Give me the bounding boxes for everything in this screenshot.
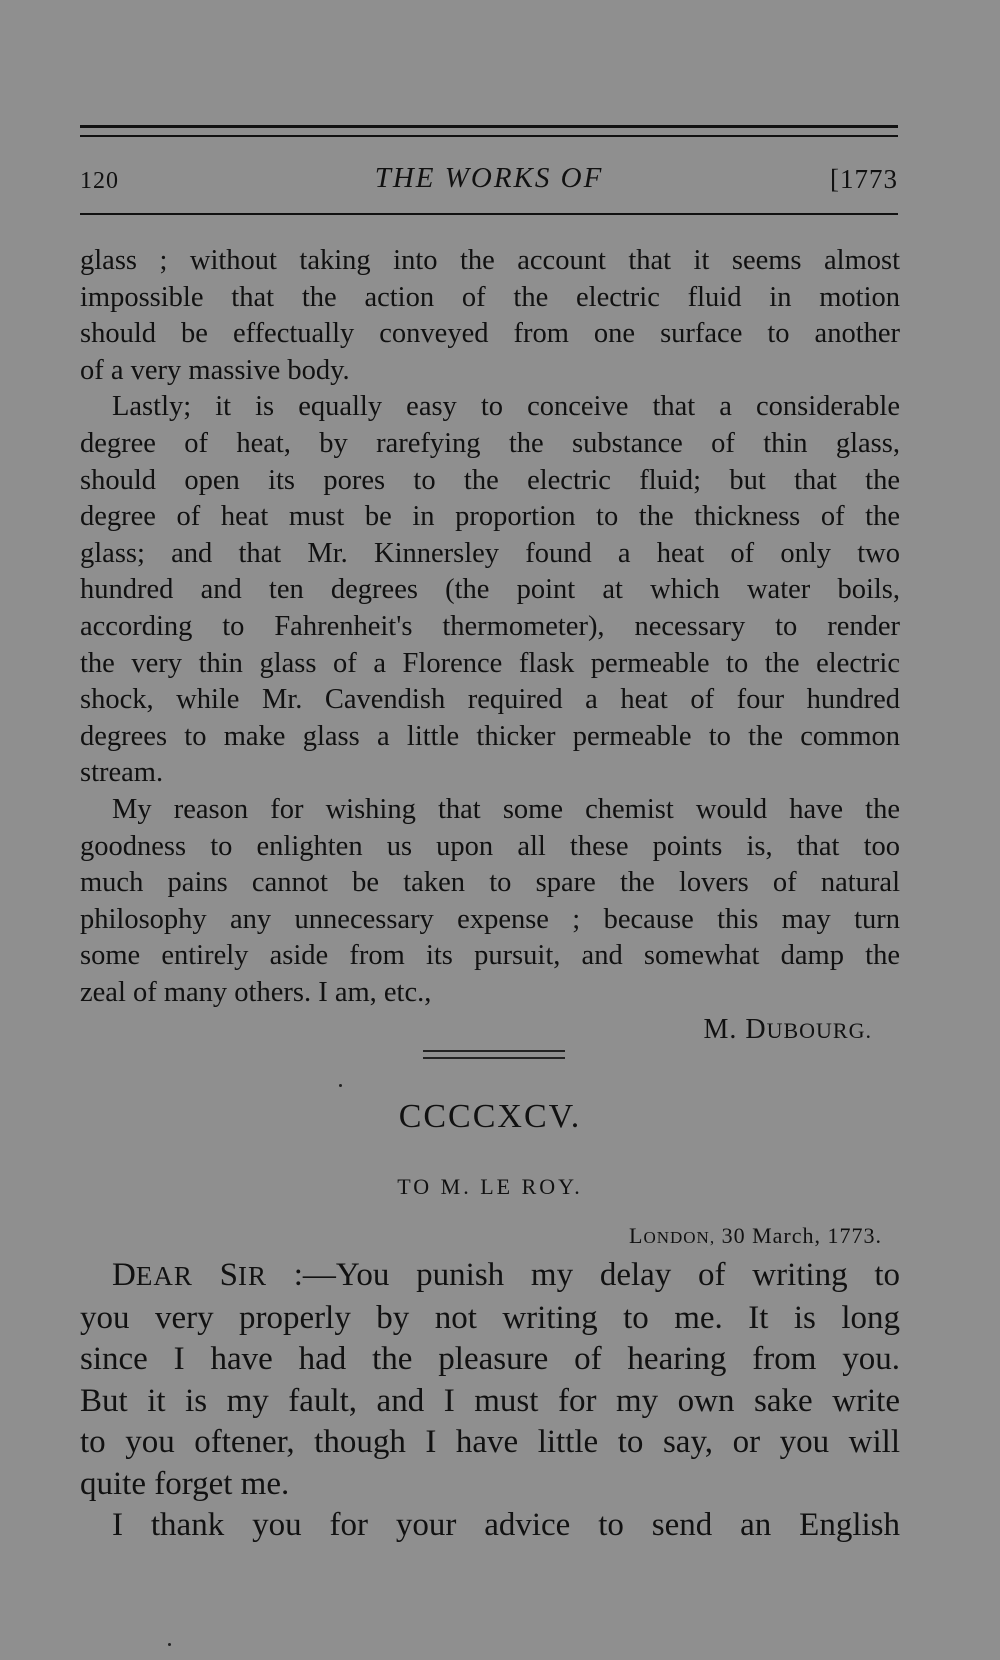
salutation-small-caps: IR (237, 1261, 267, 1291)
salutation-small-caps: EAR (135, 1261, 193, 1291)
dateline (629, 1223, 882, 1249)
page-number: 120 (80, 168, 119, 194)
section-divider-bottom (423, 1057, 565, 1059)
text-line: should open its pores to the electric fluid; but that the (80, 464, 900, 496)
text-line: degree of heat must be in proportion to the thickness of the (80, 501, 900, 533)
text-line: shock, while Mr. Cavendish required a heat of four hundred (80, 684, 900, 716)
text-line: the very thin glass of a Florence flask permeable to the electric (80, 647, 900, 679)
text-line: much pains cannot be taken to spare the lovers of natural (80, 867, 900, 899)
salutation (112, 1257, 267, 1293)
paragraph (80, 1505, 900, 1547)
text-line: Lastly; it is equally easy to conceive that a considerable (112, 391, 900, 423)
continued-letter-body (80, 243, 900, 1011)
print-speck (168, 1643, 171, 1646)
text-line: since I have had the pleasure of hearing from you. (80, 1341, 900, 1377)
text-line: But it is my fault, and I must for my own sake write (80, 1382, 900, 1419)
paragraph (80, 1255, 900, 1505)
text-line: according to Fahrenheit's thermometer), necessary to render (80, 610, 900, 642)
signature-initial: M. D (703, 1014, 767, 1045)
dateline-date: 30 March, 1773. (721, 1223, 882, 1248)
text-line: some entirely aside from its pursuit, and somewhat damp the (80, 940, 900, 972)
text-line: should be effectually conveyed from one surface to another (80, 318, 900, 350)
text-line: glass ; without taking into the account that it seems almost (80, 245, 900, 276)
running-title: THE WORKS OF (374, 162, 604, 194)
text-line: degrees to make glass a little thicker permeable to the common (80, 720, 900, 752)
text-line: zeal of many others. I am, etc., (80, 976, 432, 1008)
letter-recipient: TO M. LE ROY. (397, 1174, 583, 1199)
print-speck (339, 1084, 342, 1087)
header-rule-bottom (80, 213, 898, 215)
text-line (80, 1255, 900, 1298)
salutation-initial: D (112, 1257, 136, 1293)
text-line: you very properly by not writing to me. It is long (80, 1299, 900, 1336)
signature-small-caps: UBOURG. (766, 1018, 872, 1043)
signature (703, 1014, 872, 1046)
salutation-initial: S (219, 1257, 238, 1293)
text-line: hundred and ten degrees (the point at which water boils, (80, 574, 900, 606)
text-line: glass; and that Mr. Kinnersley found a heat of only two (80, 537, 900, 569)
header-year: [1773 (830, 164, 898, 194)
running-header (80, 160, 898, 200)
text-line: quite forget me. (80, 1465, 290, 1502)
dateline-place: ONDON, (643, 1228, 716, 1247)
header-rule-top-thick (80, 125, 898, 128)
text-line: stream. (80, 757, 164, 789)
new-letter-body (80, 1255, 900, 1547)
text-line: of a very massive body. (80, 354, 350, 386)
dateline-place-initial: L (628, 1223, 644, 1248)
letter-number: CCCCXCV. (398, 1098, 582, 1135)
text-line: My reason for wishing that some chemist would have the (112, 793, 900, 825)
text-run: :—You punish my delay of writing to (293, 1257, 901, 1293)
text-line: philosophy any unnecessary expense ; because this may turn (80, 903, 900, 935)
paragraph (80, 243, 900, 389)
text-line: impossible that the action of the electric fluid in motion (80, 281, 900, 313)
header-rule-top-thin (80, 135, 898, 137)
text-line: goodness to enlighten us upon all these points is, that too (80, 830, 900, 862)
paragraph (80, 792, 900, 1012)
text-line: I thank you for your advice to send an English (112, 1507, 900, 1543)
text-line: to you oftener, though I have little to say, or you will (80, 1424, 900, 1460)
text-line: degree of heat, by rarefying the substance of thin glass, (80, 427, 900, 459)
paragraph (80, 389, 900, 792)
section-divider-top (423, 1050, 565, 1052)
